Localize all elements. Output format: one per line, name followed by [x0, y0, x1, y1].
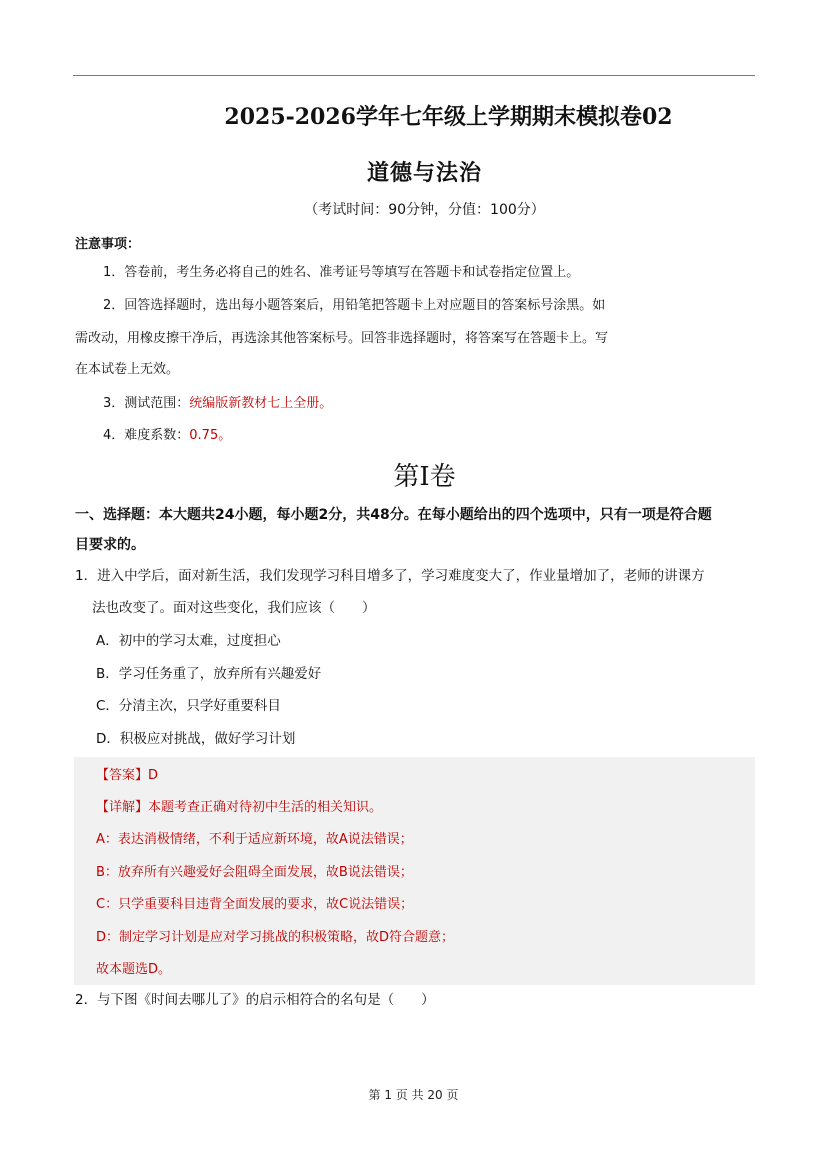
conclusion-line: 故本题选D。 [96, 962, 172, 977]
note-item-4-label: 4．难度系数： [103, 428, 190, 443]
page-footer: 第 1 页 共 20 页 [368, 1088, 459, 1102]
note-item-2-line-2: 需改动，用橡皮擦干净后，再选涂其他答案标号。回答非选择题时，将答案写在答题卡上。写 [75, 331, 609, 346]
explanation-line-b: B：放弃所有兴趣爱好会阻碍全面发展，故B说法错误； [96, 865, 413, 880]
question-2-stem: 2．与下图《时间去哪儿了》的启示相符合的名句是（ ） [75, 992, 435, 1008]
question-1-stem-line-2: 法也改变了。面对这些变化，我们应该（ ） [92, 600, 376, 616]
detail-line [96, 796, 382, 815]
answer-line [96, 764, 158, 783]
note-item-4 [103, 426, 231, 446]
detail-text: 本题考查正确对待初中生活的相关知识。 [148, 800, 383, 815]
section-intro-line-2: 目要求的。 [75, 537, 145, 553]
note-item-2-line-3: 在本试卷上无效。 [75, 362, 180, 377]
explanation-line-c: C：只学重要科目违背全面发展的要求，故C说法错误； [96, 897, 414, 912]
question-1-option-b: B．学习任务重了，放弃所有兴趣爱好 [96, 666, 322, 682]
explanation-line-d: D：制定学习计划是应对学习挑战的积极策略，故D符合题意； [96, 930, 455, 945]
question-1-option-c: C．分清主次，只学好重要科目 [96, 698, 281, 714]
question-1-stem-line-1: 1．进入中学后，面对新生活，我们发现学习科目增多了，学习难度变大了，作业量增加了，老师的讲课方 [75, 568, 705, 584]
detail-label: 【详解】 [96, 800, 149, 815]
exam-title: 2025-2026学年七年级上学期期末模拟卷02 [224, 104, 673, 130]
explanation-line-a: A：表达消极情绪，不利于适应新环境，故A说法错误； [96, 832, 413, 847]
note-item-4-value: 0.75。 [189, 428, 232, 443]
question-1-option-a: A．初中的学习太难，过度担心 [96, 633, 281, 649]
note-item-3 [103, 394, 332, 414]
note-item-3-label: 3．测试范围： [103, 396, 190, 411]
header-rule [73, 75, 755, 76]
answer-label: 【答案】 [96, 768, 149, 783]
note-item-2-line-1: 2．回答选择题时，选出每小题答案后，用铅笔把答题卡上对应题目的答案标号涂黑。如 [103, 298, 606, 313]
subject-title: 道德与法治 [366, 161, 482, 186]
note-item-3-value: 统编版新教材七上全册。 [189, 396, 333, 411]
notes-heading: 注意事项： [75, 237, 141, 252]
answer-value: D [148, 768, 159, 783]
section-intro-line-1: 一、选择题：本大题共24小题，每小题2分，共48分。在每小题给出的四个选项中，只有一项是符合题 [75, 507, 712, 523]
part-title: 第I卷 [393, 462, 456, 492]
question-1-option-d: D．积极应对挑战，做好学习计划 [96, 731, 296, 747]
section-intro [75, 500, 755, 560]
exam-info: （考试时间：90分钟，分值：100分） [304, 202, 545, 218]
note-item-1: 1．答卷前，考生务必将自己的姓名、准考证号等填写在答题卡和试卷指定位置上。 [103, 265, 580, 280]
